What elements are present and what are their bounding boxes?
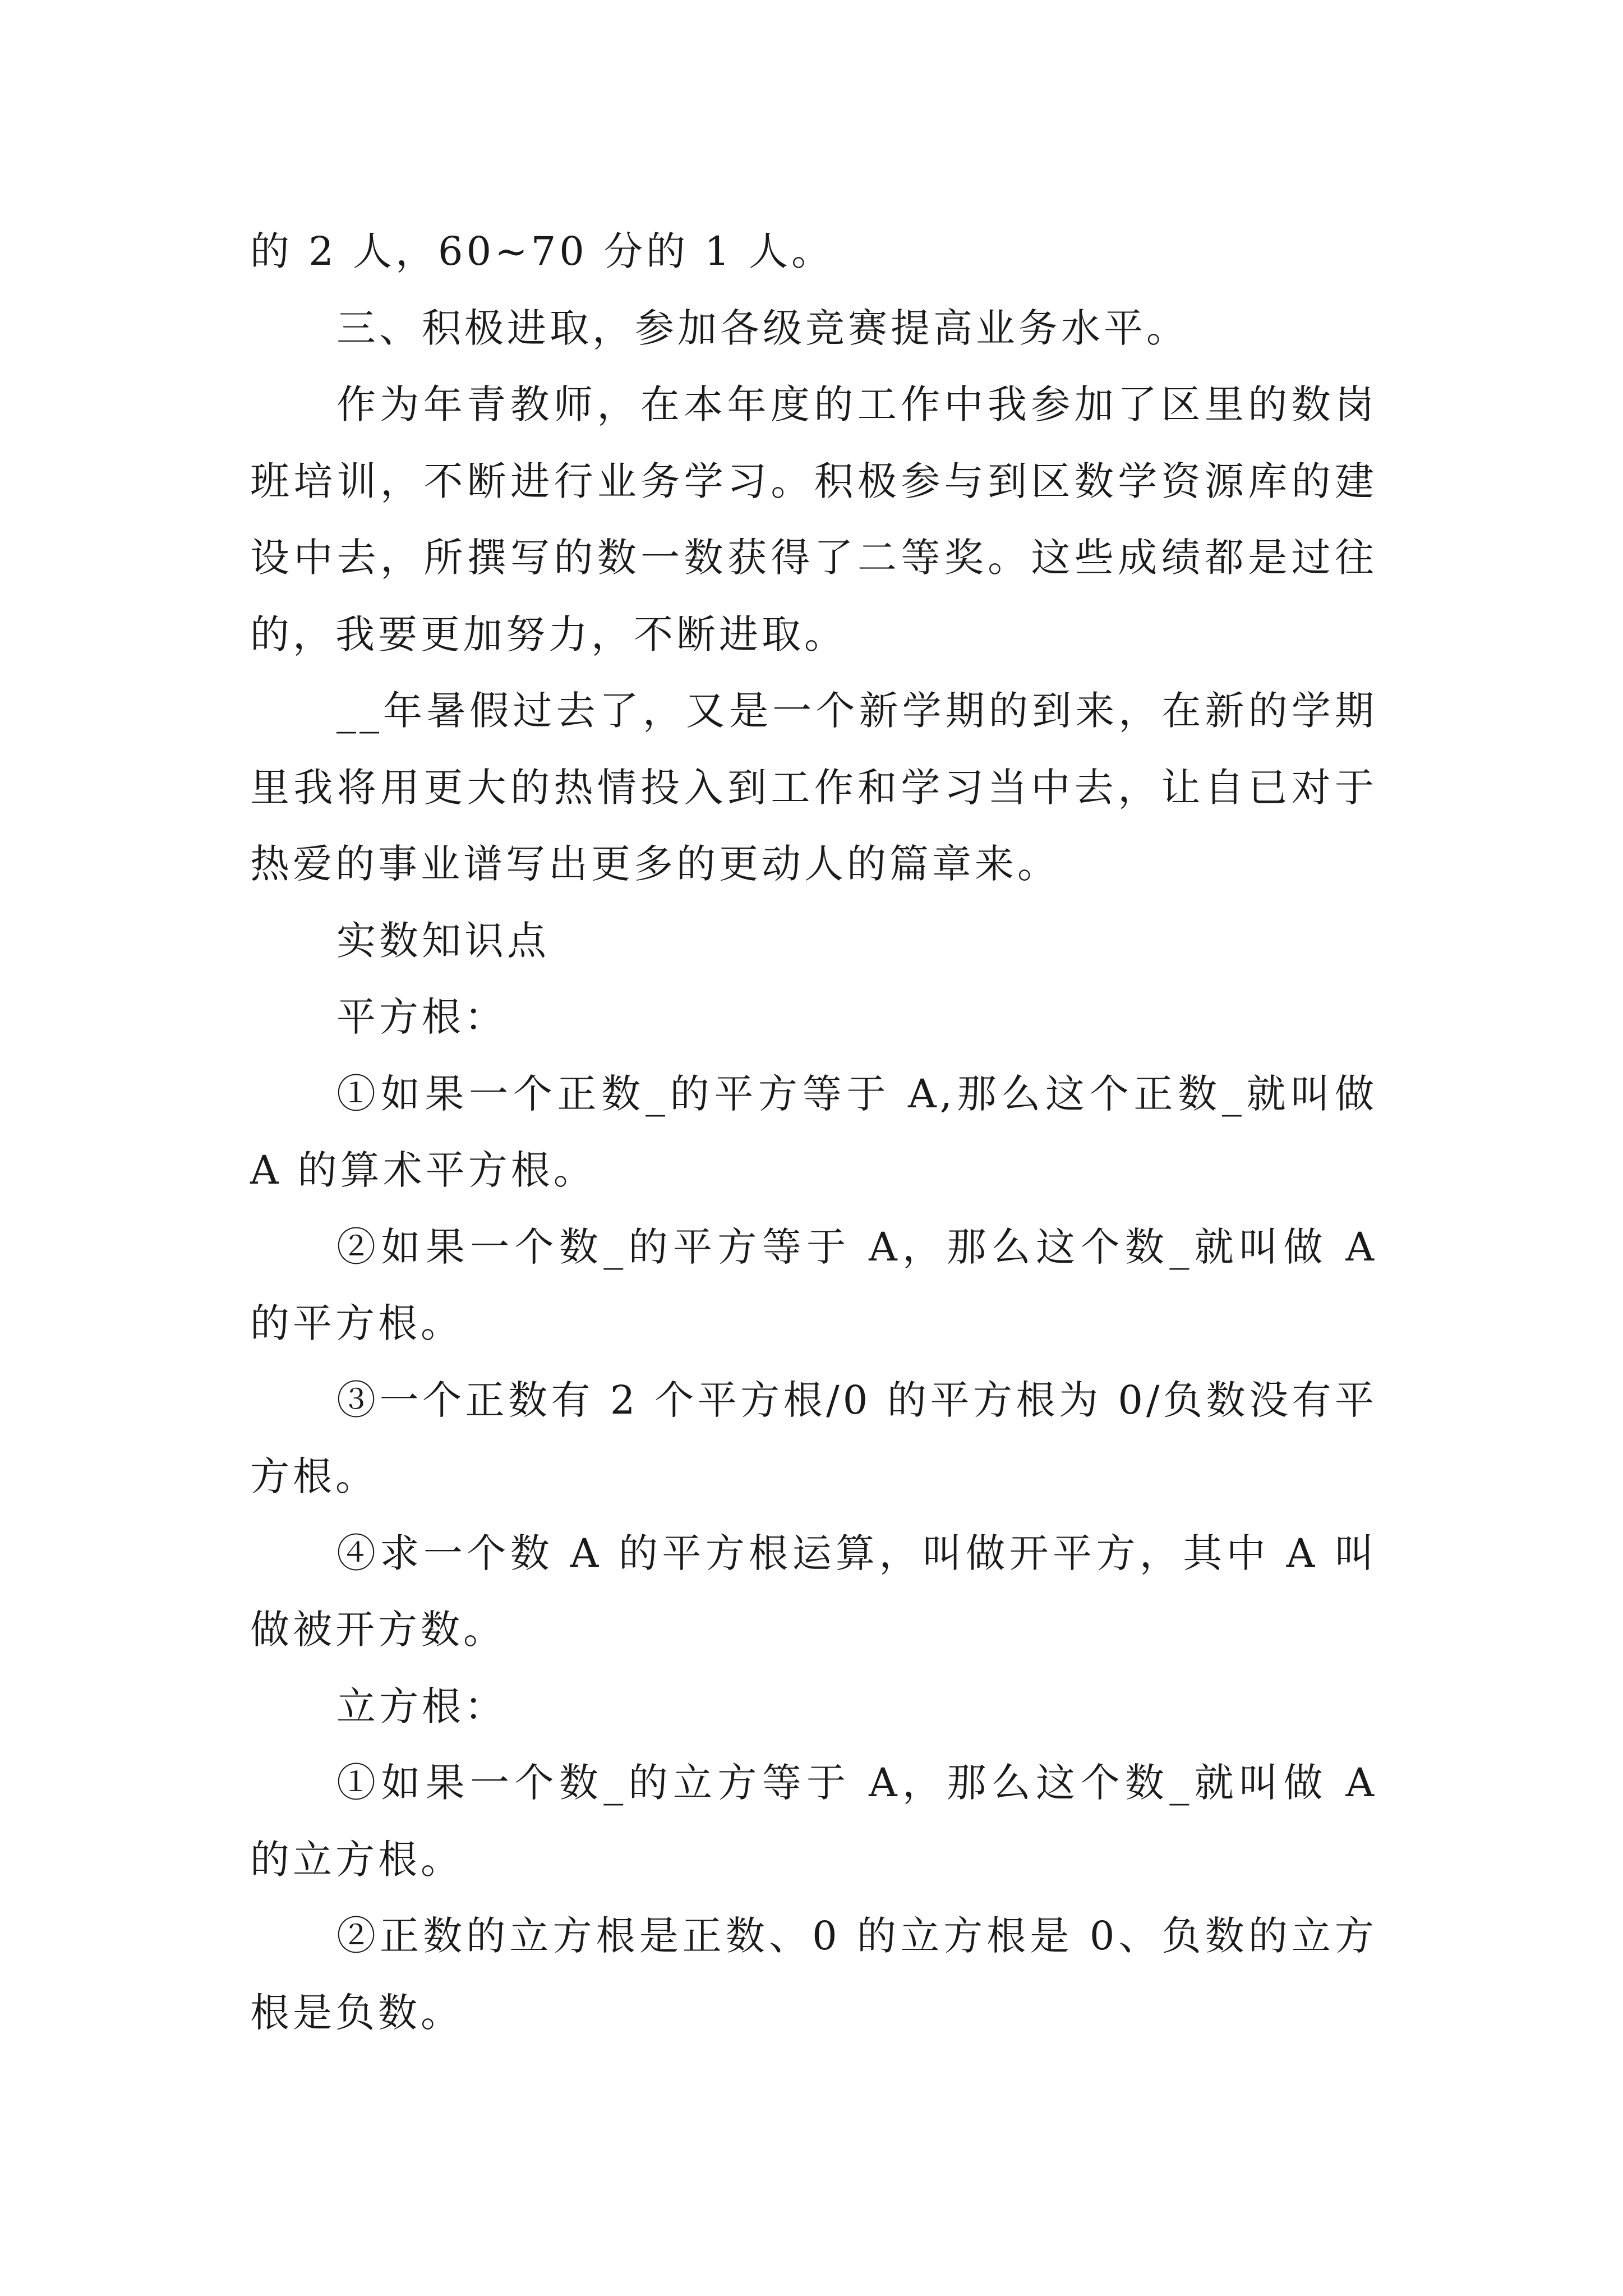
heading-cube-root: 立方根： bbox=[336, 1683, 507, 1729]
square-root-item-2: ②如果一个数_的平方等于 A，那么这个数_就叫做 A 的平方根。 bbox=[250, 1223, 1377, 1346]
square-root-item-3: ③一个正数有 2 个平方根/0 的平方根为 0/负数没有平方根。 bbox=[250, 1377, 1377, 1499]
cube-root-item-2: ②正数的立方根是正数、0 的立方根是 0、负数的立方根是负数。 bbox=[250, 1913, 1377, 2036]
heading-real-numbers: 实数知识点 bbox=[336, 917, 550, 964]
paragraph-1: 的 2 人，60~70 分的 1 人。 bbox=[250, 228, 834, 274]
section-heading-3: 三、积极进取，参加各级竞赛提高业务水平。 bbox=[336, 305, 1189, 351]
cube-root-item-1: ①如果一个数_的立方等于 A，那么这个数_就叫做 A 的立方根。 bbox=[250, 1760, 1377, 1883]
heading-square-root: 平方根： bbox=[336, 994, 507, 1040]
square-root-item-1: ①如果一个正数_的平方等于 A,那么这个正数_就叫做 A 的算术平方根。 bbox=[250, 1070, 1377, 1193]
paragraph-young-teacher: 作为年青教师，在本年度的工作中我参加了区里的数岗班培训，不断进行业务学习。积极参与到区数学资源库的建设中去，所撰写的数一数获得了二等奖。这些成绩都是过往的，我要更加努力，不断进取。 bbox=[250, 381, 1377, 657]
document-body bbox=[250, 213, 1377, 2051]
square-root-item-4: ④求一个数 A 的平方根运算，叫做开平方，其中 A 叫做被开方数。 bbox=[250, 1530, 1377, 1653]
paragraph-new-semester: __年暑假过去了，又是一个新学期的到来，在新的学期里我将用更大的热情投入到工作和学习当中去，让自已对于热爱的事业谱写出更多的更动人的篇章来。 bbox=[250, 688, 1377, 887]
